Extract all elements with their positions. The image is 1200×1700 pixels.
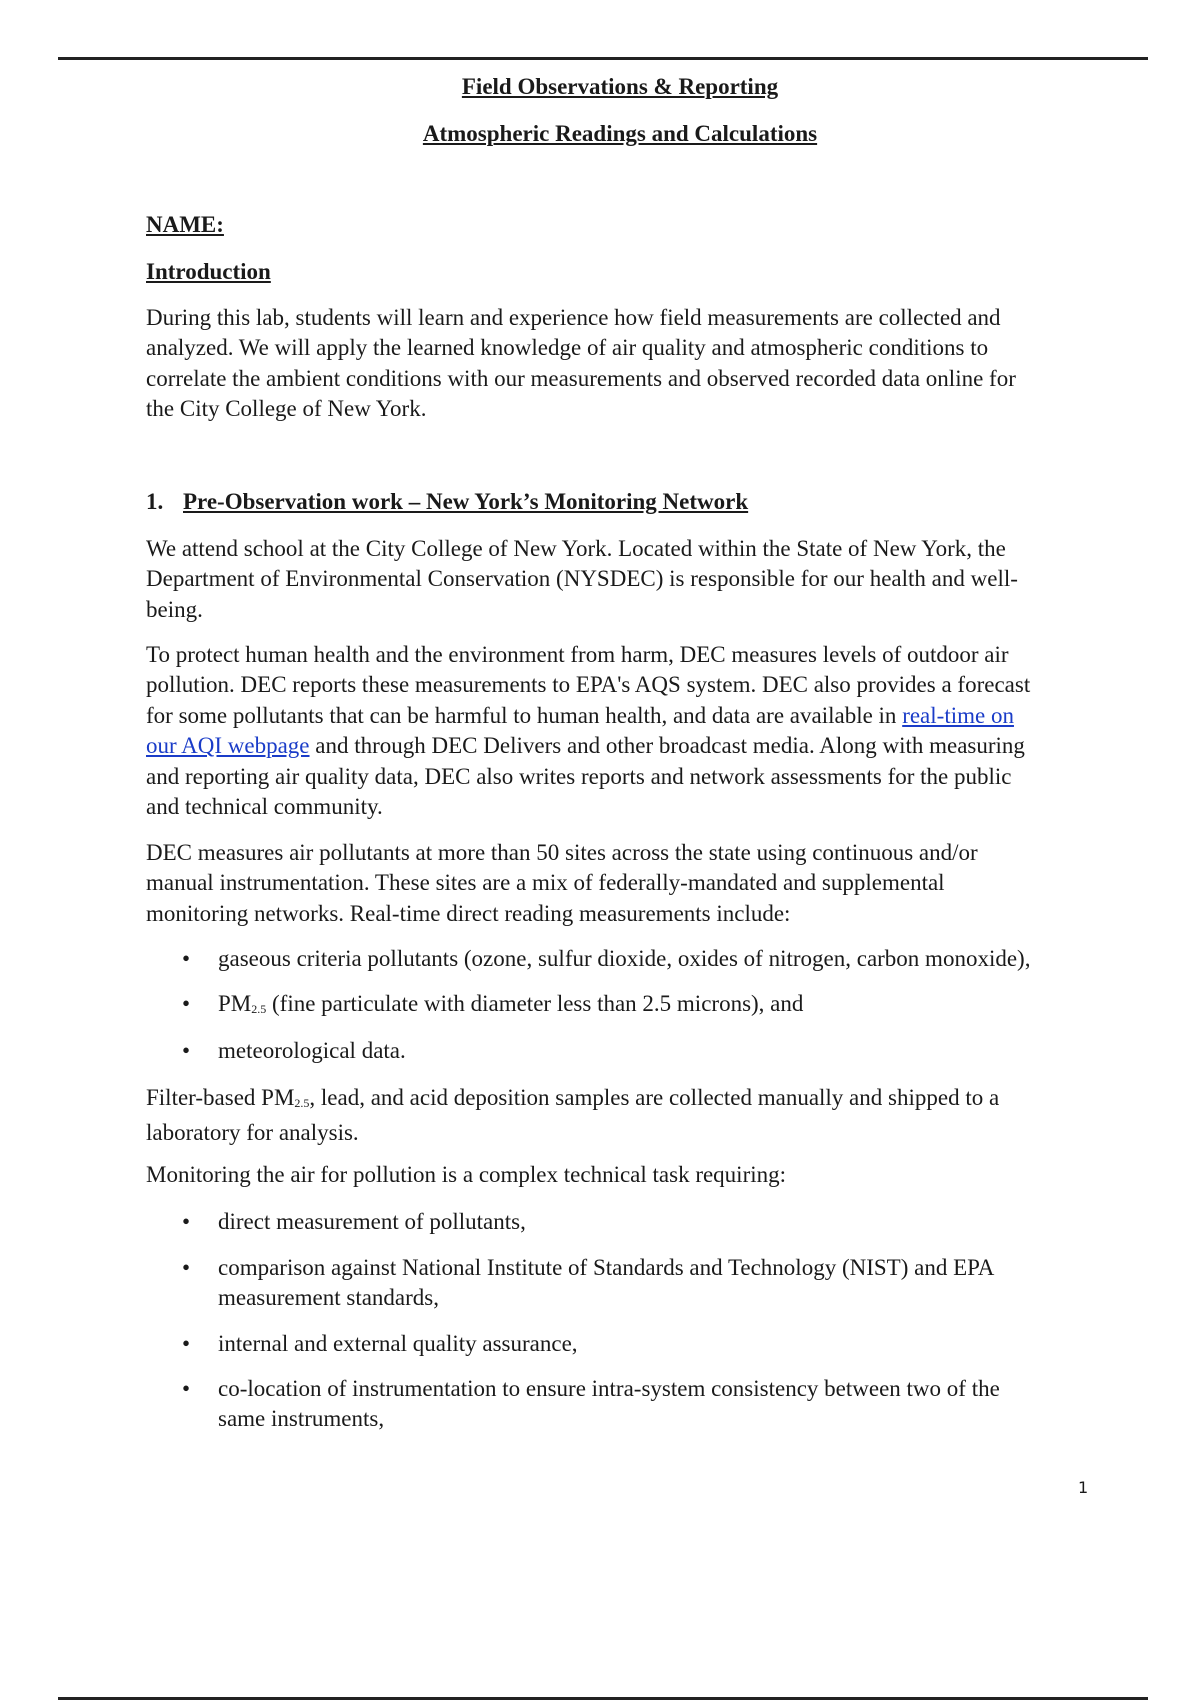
text-segment: Filter-based PM [146, 1085, 295, 1110]
subscript: 2.5 [251, 1002, 267, 1016]
aqi-webpage-link-continued[interactable]: our AQI webpage [146, 733, 310, 759]
text-segment: PM [218, 991, 252, 1016]
text-line: co-location of instrumentation to ensure intra-system consistency between two of the [218, 1376, 1000, 1401]
introduction-heading: Introduction [146, 259, 271, 284]
text-line: and reporting air quality data, DEC also writes reports and network assessments for the public [146, 763, 1012, 789]
text-line: Department of Environmental Conservation (NYSDEC) is responsible for our health and well- [146, 566, 1018, 592]
text-line: internal and external quality assurance, [218, 1331, 578, 1356]
section-title: Pre-Observation work – New York’s Monitoring Network [183, 489, 749, 514]
document-title: Field Observations & Reporting [461, 74, 779, 99]
list-item-text [218, 1329, 578, 1359]
document-subtitle: Atmospheric Readings and Calculations [422, 121, 818, 146]
name-label: NAME: [146, 212, 224, 237]
list-item-text [218, 1253, 994, 1314]
paragraph-monitoring: Monitoring the air for pollution is a complex technical task requiring: [146, 1162, 787, 1187]
text-line: DEC measures air pollutants at more than 50 sites across the state using continuous and/or [146, 840, 978, 865]
text-line [146, 1083, 999, 1118]
text-segment: , lead, and acid deposition samples are collected manually and shipped to a [309, 1085, 1000, 1110]
text-line: laboratory for analysis. [146, 1120, 359, 1146]
text-line [146, 701, 1030, 731]
paragraph-filter-based [146, 1083, 999, 1149]
list-item-text [218, 1374, 1000, 1435]
bullet-icon: • [182, 991, 191, 1016]
list-item-text [218, 989, 803, 1024]
section-number: 1. [146, 489, 164, 514]
bullet-icon: • [182, 1331, 191, 1356]
introduction-paragraph [146, 303, 1016, 425]
text-line: same instruments, [218, 1406, 385, 1432]
bullet-icon: • [182, 946, 191, 971]
text-segment: (fine particulate with diameter less than 2.5 microns), and [266, 991, 804, 1016]
section-1-heading [146, 487, 748, 517]
text-line: During this lab, students will learn and experience how field measurements are collected and [146, 305, 1001, 330]
bullet-icon: • [182, 1376, 191, 1401]
text-line: comparison against National Institute of Standards and Technology (NIST) and EPA [218, 1255, 995, 1280]
paragraph-dec-sites [146, 838, 978, 929]
text-line: monitoring networks. Real-time direct reading measurements include: [146, 900, 791, 926]
header-rule [58, 57, 1148, 60]
text-segment: for some pollutants that can be harmful to human health, and data are available in [146, 702, 903, 728]
text-line: measurement standards, [218, 1285, 439, 1311]
list-item-text [218, 1207, 526, 1237]
text-line: pollution. DEC reports these measurements to EPA's AQS system. DEC also provides a forecast [146, 672, 1031, 698]
text-line: being. [146, 596, 203, 622]
text-line: direct measurement of pollutants, [218, 1209, 526, 1234]
paragraph-school [146, 534, 1018, 625]
text-line: To protect human health and the environment from harm, DEC measures levels of outdoor air [146, 642, 1009, 667]
page-number: 1 [1078, 1478, 1089, 1497]
list-item-text: gaseous criteria pollutants (ozone, sulfur dioxide, oxides of nitrogen, carbon monoxide), [218, 946, 1031, 971]
bullet-icon: • [182, 1209, 191, 1234]
subscript: 2.5 [294, 1096, 310, 1110]
bullet-icon: • [182, 1255, 191, 1280]
text-line: the City College of New York. [146, 396, 427, 422]
aqi-webpage-link[interactable]: real-time on [902, 702, 1014, 728]
text-line [146, 731, 1030, 761]
text-line: and technical community. [146, 794, 383, 820]
text-line: We attend school at the City College of New York. Located within the State of New York, the [146, 536, 1006, 561]
list-item-text: meteorological data. [218, 1038, 406, 1063]
text-line: analyzed. We will apply the learned knowledge of air quality and atmospheric conditions to [146, 335, 989, 361]
text-segment: and through DEC Delivers and other broadcast media. Along with measuring [309, 733, 1025, 759]
text-line: manual instrumentation. These sites are a mix of federally-mandated and supplemental [146, 870, 945, 896]
paragraph-dec-protection [146, 640, 1030, 822]
text-line: correlate the ambient conditions with our measurements and observed recorded data online for [146, 365, 1016, 391]
bullet-icon: • [182, 1038, 191, 1063]
